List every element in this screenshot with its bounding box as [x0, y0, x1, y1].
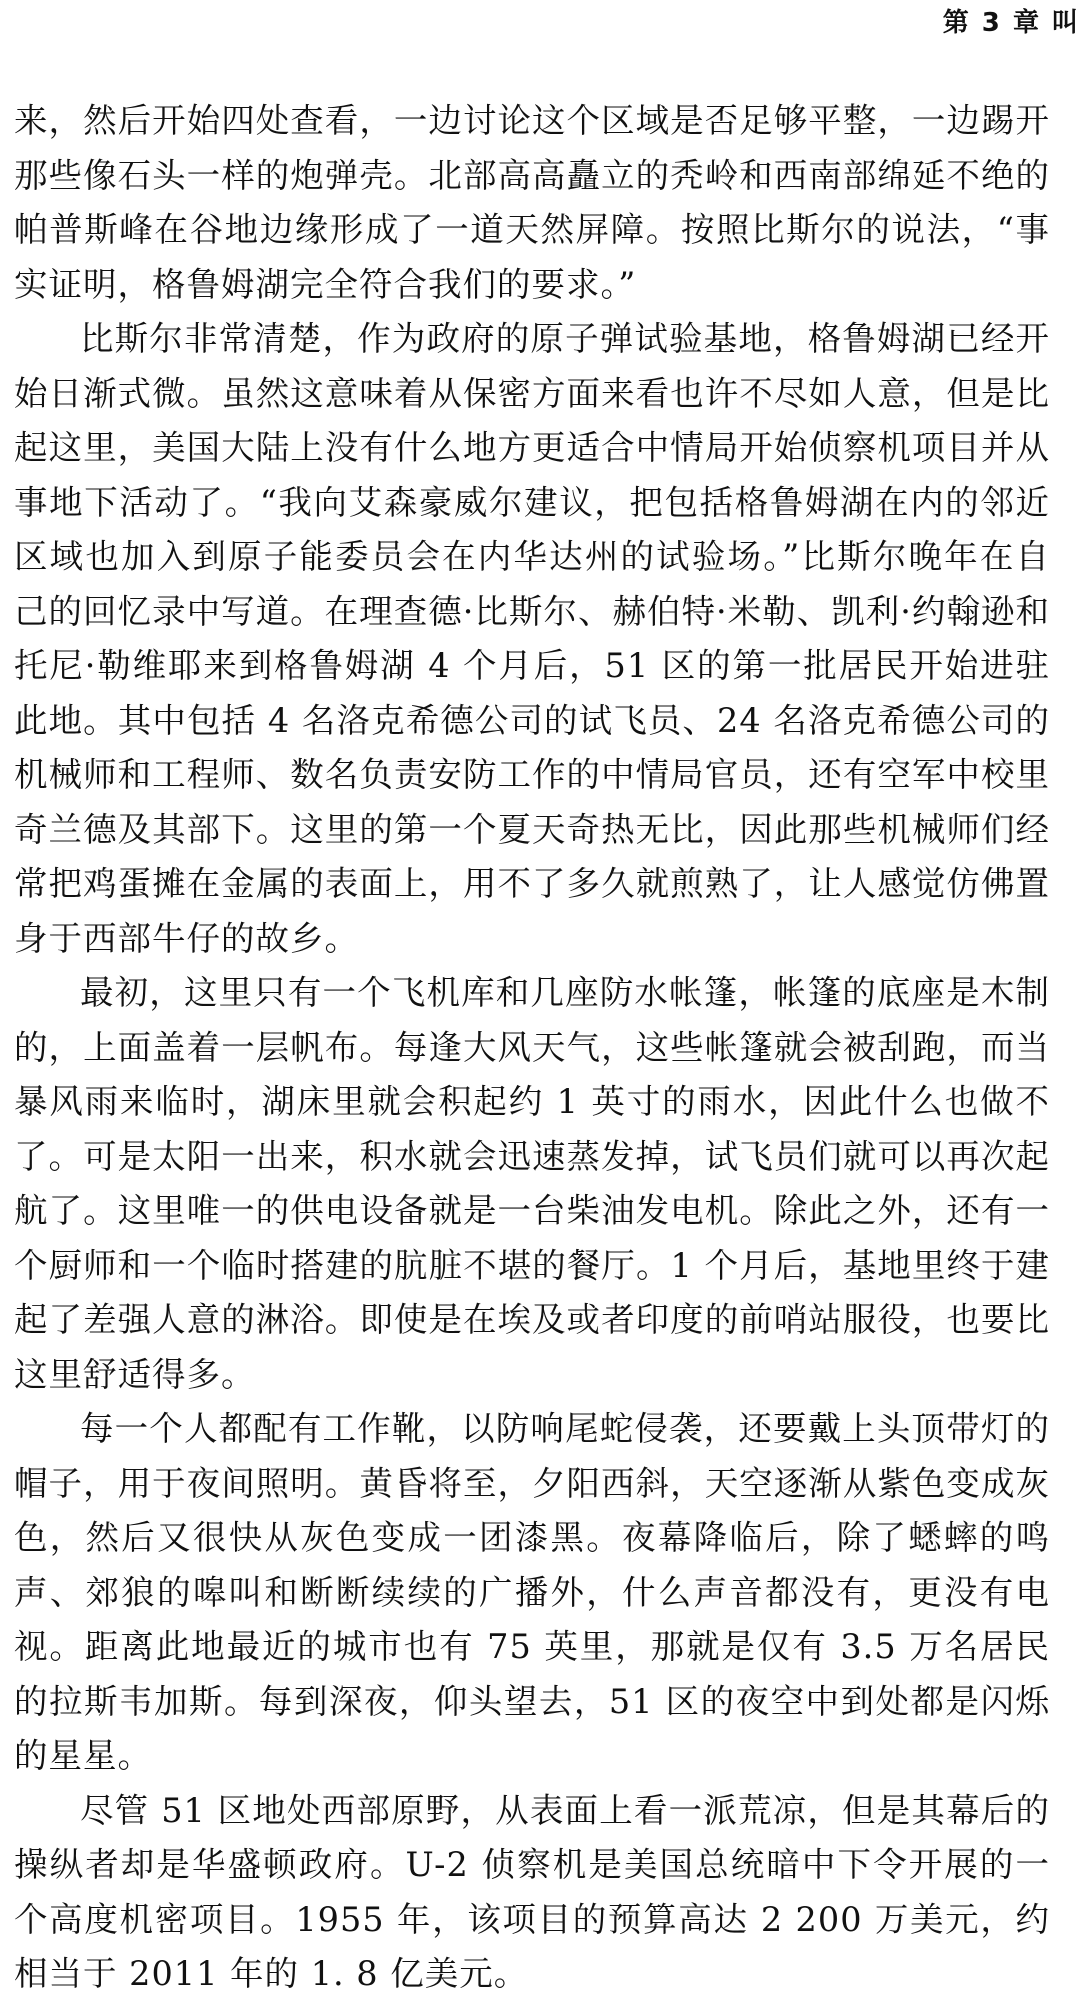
paragraph-1: 来，然后开始四处查看，一边讨论这个区域是否足够平整，一边踢开那些像石头一样的炮弹壳。北部高高矗立的秃岭和西南部绵延不绝的帕普斯峰在谷地边缘形成了一道天然屏障。按照比斯尔的说法，“事实证明，格鲁姆湖完全符合我们的要求。”: [14, 101, 1050, 304]
paragraph-5: 尽管 51 区地处西部原野，从表面上看一派荒凉，但是其幕后的操纵者却是华盛顿政府。U-2 侦察机是美国总统暗中下令开展的一个高度机密项目。1955 年，该项目的预算高达 2 200 万美元，约相当于 2011 年的 1. 8 亿美元。: [14, 1790, 1050, 1993]
paragraph-4: 每一个人都配有工作靴，以防响尾蛇侵袭，还要戴上头顶带灯的帽子，用于夜间照明。黄昏将至，夕阳西斜，天空逐渐从紫色变成灰色，然后又很快从灰色变成一团漆黑。夜幕降临后，除了蟋蟀的鸣声、郊狼的嗥叫和断断续续的广播外，什么声音都没有，更没有电视。距离此地最近的城市也有 75 英里，那就是仅有 3.5 万名居民的拉斯韦加斯。每到深夜，仰头望去，51 区的夜空中到处都是闪烁的星星。: [14, 1409, 1050, 1775]
paragraph-3: 最初，这里只有一个飞机库和几座防水帐篷，帐篷的底座是木制的，上面盖着一层帆布。每逢大风天气，这些帐篷就会被刮跑，而当暴风雨来临时，湖床里就会积起约 1 英寸的雨水，因此什么也做不了。可是太阳一出来，积水就会迅速蒸发掉，试飞员们就可以再次起航了。这里唯一的供电设备就是一台柴油发电机。除此之外，还有一个厨师和一个临时搭建的肮脏不堪的餐厅。1 个月后，基地里终于建起了差强人意的淋浴。即使是在埃及或者印度的前哨站服役，也要比这里舒适得多。: [14, 973, 1050, 1394]
running-header: 第 3 章 叫: [942, 8, 1080, 38]
body-text: [14, 94, 1050, 2002]
paragraph-2: 比斯尔非常清楚，作为政府的原子弹试验基地，格鲁姆湖已经开始日渐式微。虽然这意味着从保密方面来看也许不尽如人意，但是比起这里，美国大陆上没有什么地方更适合中情局开始侦察机项目并从事地下活动了。“我向艾森豪威尔建议，把包括格鲁姆湖在内的邻近区域也加入到原子能委员会在内华达州的试验场。”比斯尔晚年在自己的回忆录中写道。在理查德·比斯尔、赫伯特·米勒、凯利·约翰逊和托尼·勒维耶来到格鲁姆湖 4 个月后，51 区的第一批居民开始进驻此地。其中包括 4 名洛克希德公司的试飞员、24 名洛克希德公司的机械师和工程师、数名负责安防工作的中情局官员，还有空军中校里奇兰德及其部下。这里的第一个夏天奇热无比，因此那些机械师们经常把鸡蛋摊在金属的表面上，用不了多久就煎熟了，让人感觉仿佛置身于西部牛仔的故乡。: [14, 319, 1050, 958]
